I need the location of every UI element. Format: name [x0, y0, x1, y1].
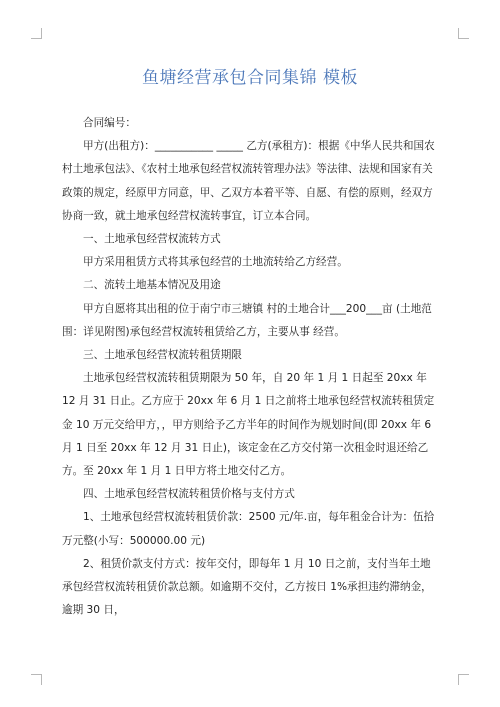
paragraph: 四、土地承包经营权流转租赁价格与支付方式	[83, 488, 295, 501]
paragraph: 三、土地承包经营权流转租赁期限	[83, 349, 242, 362]
paragraph: 甲方自愿将其出租的位于南宁市三塘镇 村的土地合计___200___亩 (土地范围：详见附图)承包经营权流转租赁给乙方，主要从事 经营。	[62, 302, 432, 338]
corner-mark-top-left	[31, 28, 42, 39]
document-title: 鱼塘经营承包合同集锦 模板	[142, 68, 358, 88]
paragraph: 合同编号：	[83, 117, 136, 129]
paragraph: 二、流转土地基本情况及用途	[83, 279, 221, 292]
paragraph: 土地承包经营权流转租赁期限为 50 年，自 20 年 1 月 1 日起至 20xx 年 12 月 31 日止。乙方应于 20xx 年 6 月 1 日之前将土地承包经营权流转租赁定金 10 万元交给甲方，，甲方则给予乙方半年的时间作为规划时间(即 20xx 年 6 月 1 日至 20xx 年 12 月 31 日止)，该定金在乙方交付第一次租金时退还给乙方。至 20xx 年 1 月 1 日甲方将土地交付乙方。	[62, 372, 435, 478]
paragraph: 甲方(出租方)：___________ _____ 乙方(承租方)：根据《中华人民共和国农村土地承包法》、《农村土地承包经营权流转管理办法》等法律、法规和国家有关政策的规定，经原甲方同意，甲、乙双方本着平等、自愿、有偿的原则，经双方协商一致，就土地承包经营权流转事宜，订立本合同。	[62, 140, 435, 222]
corner-mark-bottom-left	[31, 674, 42, 685]
corner-mark-bottom-right	[458, 674, 469, 685]
corner-mark-top-right	[458, 28, 469, 39]
document-body	[62, 112, 440, 622]
paragraph: 一、土地承包经营权流转方式	[83, 233, 221, 246]
paragraph: 1、土地承包经营权流转租赁价款：2500 元/年.亩，每年租金合计为：伍拾万元整(小写：500000.00 元)	[62, 511, 435, 547]
paragraph: 2、租赁价款支付方式：按年交付，即每年 1 月 10 日之前，支付当年土地承包经营权流转租赁价款总额。如逾期不交付，乙方按日 1%承担违约滞纳金，逾期 30 日，	[62, 557, 432, 617]
paragraph: 甲方采用租赁方式将其承包经营的土地流转给乙方经营。	[83, 256, 348, 269]
